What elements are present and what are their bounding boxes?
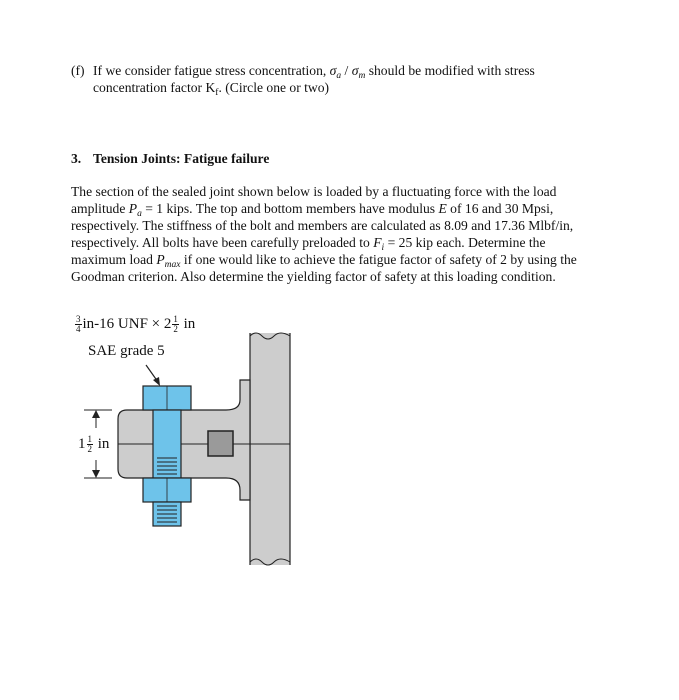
problem-line: Goodman criterion. Also determine the yielding factor of safety at this loading condition. <box>71 269 556 284</box>
sigma-m-subscript: m <box>358 71 366 81</box>
dim-whole: 1 <box>78 436 86 452</box>
section-title: Tension Joints: Fatigue failure <box>93 151 270 166</box>
question-f-text-4: . (Circle one or two) <box>218 80 330 95</box>
dim-denominator: 2 <box>87 444 92 455</box>
section-number: 3. <box>71 151 82 166</box>
bolt-shank <box>153 410 181 478</box>
problem-text: = 1 kips. The top and bottom members have modulus <box>141 201 439 216</box>
bolt-spec-label <box>74 315 195 334</box>
fi-subscript: i <box>381 243 385 253</box>
spec-length-numerator: 1 <box>173 314 178 325</box>
sigma-a-symbol: σ <box>329 63 337 78</box>
pointer-arrowhead-icon <box>153 377 160 386</box>
problem-text: amplitude <box>71 201 129 216</box>
thickness-dimension-label <box>78 435 109 454</box>
question-f-text-3: concentration factor K <box>93 80 216 95</box>
sigma-m-symbol: σ <box>351 63 359 78</box>
bottom-member <box>250 333 290 565</box>
dim-numerator: 1 <box>87 434 92 445</box>
spec-numerator: 3 <box>76 314 81 325</box>
pa-subscript: a <box>137 209 142 219</box>
spec-length-denominator: 2 <box>173 324 178 335</box>
problem-text: = 25 kip each. Determine the <box>384 235 546 250</box>
problem-text: respectively. All bolts have been carefully preloaded to <box>71 235 374 250</box>
dim-arrow-down-icon <box>92 470 100 478</box>
grade-label: SAE grade 5 <box>88 343 165 359</box>
problem-text: if one would like to achieve the fatigue factor of safety of 2 by using the <box>180 252 577 267</box>
fi-symbol: F <box>373 235 382 250</box>
spec-text: in-16 UNF × 2 <box>82 316 172 332</box>
spec-unit: in <box>179 316 196 332</box>
problem-text: maximum load <box>71 252 157 267</box>
problem-line: respectively. The stiffness of the bolt and members are calculated as 8.09 and 17.36 Mlbf/in, <box>71 218 574 233</box>
problem-line: The section of the sealed joint shown below is loaded by a fluctuating force with the load <box>71 184 557 199</box>
question-f-text-2: should be modified with stress <box>365 63 535 78</box>
spec-fraction <box>75 315 82 334</box>
pmax-subscript: max <box>164 260 181 270</box>
ratio-slash: / <box>341 63 352 78</box>
sigma-a-subscript: a <box>336 71 342 81</box>
pa-symbol: P <box>128 201 138 216</box>
question-f-text-1: If we consider fatigue stress concentration, <box>93 63 330 78</box>
kf-subscript: f <box>215 88 219 98</box>
seal-square <box>208 431 233 456</box>
question-f-label: (f) <box>71 63 85 78</box>
e-symbol: E <box>438 201 447 216</box>
dim-fraction <box>87 435 94 454</box>
dim-arrow-up-icon <box>92 410 100 418</box>
spec-denominator: 4 <box>76 324 81 335</box>
problem-text: of 16 and 30 Mpsi, <box>446 201 554 216</box>
spec-length-fraction <box>172 315 179 334</box>
pmax-symbol: P <box>156 252 165 267</box>
dim-unit: in <box>94 436 110 452</box>
